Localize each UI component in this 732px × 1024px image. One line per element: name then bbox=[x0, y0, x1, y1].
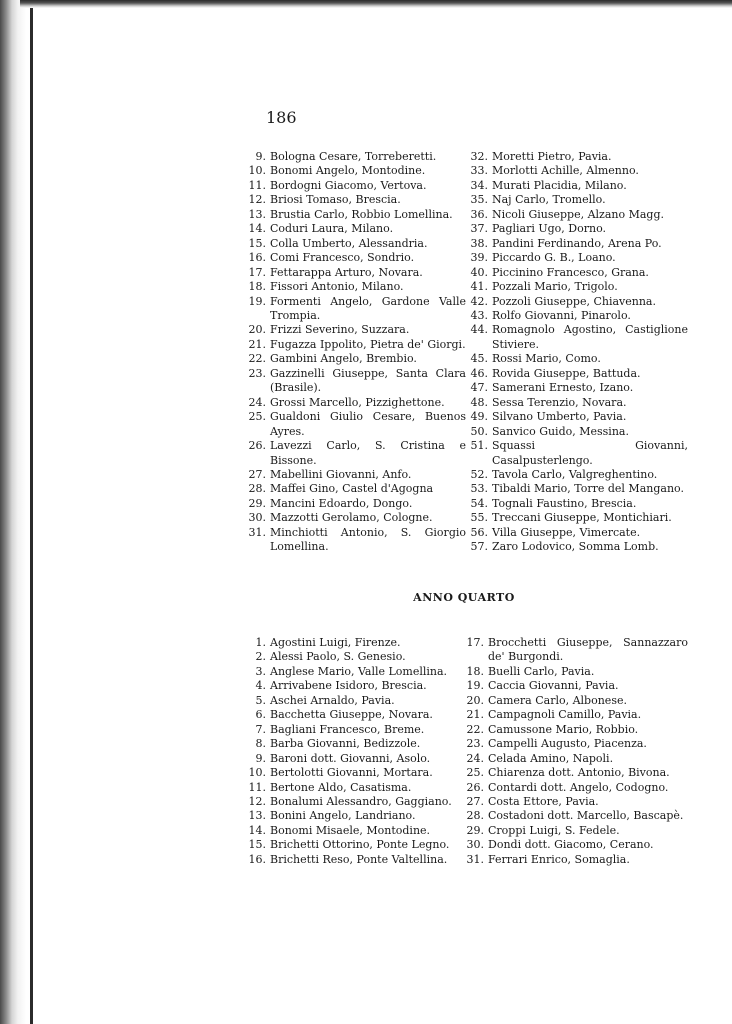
list-item bbox=[244, 237, 466, 251]
entry-number: 11. bbox=[248, 178, 266, 192]
list-item bbox=[244, 737, 466, 751]
entry-number: 53. bbox=[470, 482, 488, 496]
entry-name: Comi Francesco, Sondrio. bbox=[270, 251, 415, 265]
entry-number: 56. bbox=[470, 525, 488, 539]
list-item bbox=[466, 367, 688, 381]
entry-name: Formenti Angelo, Gardone Valle Trompia. bbox=[270, 294, 466, 322]
entry-number: 33. bbox=[470, 164, 488, 178]
list-item bbox=[244, 838, 466, 852]
entry-name: Frizzi Severino, Suzzara. bbox=[270, 323, 410, 337]
entry-number: 39. bbox=[470, 251, 488, 265]
list-item bbox=[244, 396, 466, 410]
entry-number: 7. bbox=[255, 722, 266, 736]
entry-number: 9. bbox=[255, 150, 266, 163]
list-item bbox=[466, 352, 688, 366]
list-item bbox=[466, 526, 688, 540]
entry-name: Alessi Paolo, S. Genesio. bbox=[270, 650, 406, 664]
list-item bbox=[462, 694, 688, 708]
list-item bbox=[466, 482, 688, 496]
entry-number: 16. bbox=[248, 852, 266, 866]
entry-name: Costa Ettore, Pavia. bbox=[488, 794, 599, 808]
entry-number: 31. bbox=[466, 852, 484, 866]
list-item bbox=[244, 280, 466, 294]
entry-name: Buelli Carlo, Pavia. bbox=[488, 664, 595, 678]
list-item bbox=[244, 468, 466, 482]
entry-number: 36. bbox=[470, 207, 488, 221]
entry-name: Piccardo G. B., Loano. bbox=[492, 251, 616, 265]
entry-number: 48. bbox=[470, 395, 488, 409]
entry-number: 5. bbox=[255, 693, 266, 707]
list-item bbox=[244, 164, 466, 178]
list-item bbox=[244, 694, 466, 708]
section-heading: ANNO QUARTO bbox=[413, 591, 515, 604]
list-item bbox=[466, 237, 688, 251]
list-item bbox=[462, 679, 688, 693]
entry-name: Caccia Giovanni, Pavia. bbox=[488, 679, 619, 693]
entry-name: Tognali Faustino, Brescia. bbox=[492, 496, 637, 510]
entry-number: 54. bbox=[470, 496, 488, 510]
entry-name: Villa Giuseppe, Vimercate. bbox=[492, 525, 641, 539]
list-item bbox=[244, 367, 466, 396]
list-item bbox=[466, 410, 688, 424]
list-item bbox=[462, 636, 688, 665]
list-item bbox=[244, 208, 466, 222]
list-item bbox=[244, 708, 466, 722]
list-item bbox=[466, 540, 688, 554]
entry-number: 26. bbox=[466, 780, 484, 794]
entry-name: Brustia Carlo, Robbio Lomellina. bbox=[270, 207, 453, 221]
list-item bbox=[244, 150, 466, 164]
list-item bbox=[244, 482, 466, 496]
entry-number: 19. bbox=[466, 679, 484, 693]
list-item bbox=[462, 781, 688, 795]
entry-name: Treccani Giuseppe, Montichiari. bbox=[492, 511, 672, 525]
entry-number: 13. bbox=[248, 207, 266, 221]
list-item bbox=[462, 752, 688, 766]
list-item bbox=[244, 809, 466, 823]
list-item bbox=[244, 511, 466, 525]
entry-name: Bacchetta Giuseppe, Novara. bbox=[270, 708, 433, 722]
entry-number: 24. bbox=[248, 395, 266, 409]
entry-number: 15. bbox=[248, 838, 266, 852]
entry-name: Gambini Angelo, Brembio. bbox=[270, 352, 417, 366]
entry-number: 28. bbox=[466, 809, 484, 823]
entry-number: 14. bbox=[248, 823, 266, 837]
entry-number: 30. bbox=[248, 511, 266, 525]
list-item bbox=[466, 164, 688, 178]
entry-number: 25. bbox=[466, 766, 484, 780]
list-item bbox=[244, 323, 466, 337]
list-right-column bbox=[466, 150, 688, 555]
entry-name: Mancini Edoardo, Dongo. bbox=[270, 496, 413, 510]
entry-name: Sanvico Guido, Messina. bbox=[492, 424, 629, 438]
entry-number: 55. bbox=[470, 511, 488, 525]
entry-number: 49. bbox=[470, 410, 488, 424]
entry-name: Samerani Ernesto, Izano. bbox=[492, 381, 634, 395]
list-item bbox=[244, 795, 466, 809]
entry-name: Nicoli Giuseppe, Alzano Magg. bbox=[492, 207, 665, 221]
book-binding-edge bbox=[0, 0, 26, 1024]
entry-name: Squassi Giovanni, Casalpusterlengo. bbox=[492, 439, 688, 467]
list-item bbox=[462, 665, 688, 679]
entry-number: 24. bbox=[466, 751, 484, 765]
entry-name: Bertone Aldo, Casatisma. bbox=[270, 780, 412, 794]
entry-name: Pozzoli Giuseppe, Chiavenna. bbox=[492, 294, 656, 308]
entry-name: Naj Carlo, Tromello. bbox=[492, 193, 606, 207]
list-item bbox=[466, 468, 688, 482]
entry-name: Dondi dott. Giacomo, Cerano. bbox=[488, 838, 654, 852]
list-item bbox=[466, 511, 688, 525]
page-top-edge bbox=[20, 0, 732, 8]
entry-name: Rossi Mario, Como. bbox=[492, 352, 601, 366]
entry-number: 44. bbox=[470, 323, 488, 337]
entry-name: Campagnoli Camillo, Pavia. bbox=[488, 708, 642, 722]
list-item bbox=[244, 824, 466, 838]
list-item bbox=[462, 766, 688, 780]
entry-name: Gazzinelli Giuseppe, Santa Clara (Brasile). bbox=[270, 366, 466, 395]
entry-number: 46. bbox=[470, 366, 488, 380]
entry-name: Moretti Pietro, Pavia. bbox=[492, 150, 612, 163]
entry-name: Contardi dott. Angelo, Codogno. bbox=[488, 780, 669, 794]
list-item bbox=[244, 338, 466, 352]
entry-name: Chiarenza dott. Antonio, Bivona. bbox=[488, 766, 670, 780]
entry-name: Bonini Angelo, Landriano. bbox=[270, 809, 416, 823]
entry-name: Rolfo Giovanni, Pinarolo. bbox=[492, 308, 631, 322]
list-item bbox=[244, 295, 466, 324]
entry-name: Tavola Carlo, Valgreghentino. bbox=[492, 467, 658, 481]
entry-number: 27. bbox=[466, 794, 484, 808]
entry-number: 3. bbox=[255, 664, 266, 678]
list-item bbox=[244, 266, 466, 280]
list-item bbox=[466, 179, 688, 193]
entry-name: Bagliani Francesco, Breme. bbox=[270, 722, 425, 736]
list-left-column bbox=[244, 150, 466, 555]
list-item bbox=[462, 737, 688, 751]
anno-quarto-left-column bbox=[244, 636, 466, 867]
entry-number: 15. bbox=[248, 236, 266, 250]
entry-name: Pagliari Ugo, Dorno. bbox=[492, 222, 607, 236]
entry-name: Morlotti Achille, Almenno. bbox=[492, 164, 639, 178]
list-item bbox=[244, 766, 466, 780]
entry-name: Coduri Laura, Milano. bbox=[270, 222, 394, 236]
entry-number: 22. bbox=[466, 722, 484, 736]
list-item bbox=[466, 381, 688, 395]
list-item bbox=[462, 853, 688, 867]
list-item bbox=[244, 222, 466, 236]
entry-name: Costadoni dott. Marcello, Bascapè. bbox=[488, 809, 684, 823]
entry-name: Croppi Luigi, S. Fedele. bbox=[488, 823, 620, 837]
entry-number: 51. bbox=[470, 439, 488, 453]
entry-name: Anglese Mario, Valle Lomellina. bbox=[270, 664, 448, 678]
list-item bbox=[244, 781, 466, 795]
list-item bbox=[466, 309, 688, 323]
entry-name: Mabellini Giovanni, Anfo. bbox=[270, 467, 412, 481]
entry-number: 31. bbox=[248, 525, 266, 539]
entry-number: 16. bbox=[248, 251, 266, 265]
list-item bbox=[244, 251, 466, 265]
entry-number: 32. bbox=[470, 150, 488, 163]
entry-number: 28. bbox=[248, 482, 266, 496]
entry-name: Brichetti Ottorino, Ponte Legno. bbox=[270, 838, 450, 852]
entry-name: Bordogni Giacomo, Vertova. bbox=[270, 178, 427, 192]
entry-number: 10. bbox=[248, 766, 266, 780]
entry-name: Lavezzi Carlo, S. Cristina e Bissone. bbox=[270, 439, 466, 467]
list-item bbox=[466, 222, 688, 236]
list-item bbox=[462, 723, 688, 737]
entry-name: Grossi Marcello, Pizzighettone. bbox=[270, 395, 445, 409]
entry-number: 41. bbox=[470, 280, 488, 294]
list-item bbox=[462, 809, 688, 823]
entry-number: 42. bbox=[470, 294, 488, 308]
entry-name: Bertolotti Giovanni, Mortara. bbox=[270, 766, 433, 780]
entry-name: Rovida Giuseppe, Battuda. bbox=[492, 366, 641, 380]
entry-number: 18. bbox=[248, 280, 266, 294]
entry-number: 37. bbox=[470, 222, 488, 236]
entry-name: Fugazza Ippolito, Pietra de' Giorgi. bbox=[270, 337, 466, 351]
entry-name: Brocchetti Giuseppe, Sannazzaro de' Burgondi. bbox=[488, 636, 688, 664]
entry-number: 8. bbox=[255, 737, 266, 751]
entry-number: 2. bbox=[255, 650, 266, 664]
entry-name: Tibaldi Mario, Torre del Mangano. bbox=[492, 482, 684, 496]
entry-number: 30. bbox=[466, 838, 484, 852]
entry-name: Pandini Ferdinando, Arena Po. bbox=[492, 236, 662, 250]
entry-number: 1. bbox=[255, 636, 266, 649]
list-item bbox=[244, 410, 466, 439]
entry-number: 4. bbox=[255, 679, 266, 693]
entry-number: 12. bbox=[248, 193, 266, 207]
entry-name: Fettarappa Arturo, Novara. bbox=[270, 265, 423, 279]
list-item bbox=[244, 853, 466, 867]
entry-name: Arrivabene Isidoro, Brescia. bbox=[270, 679, 427, 693]
entry-number: 29. bbox=[248, 496, 266, 510]
list-item bbox=[244, 439, 466, 468]
list-item bbox=[466, 193, 688, 207]
entry-name: Colla Umberto, Alessandria. bbox=[270, 236, 428, 250]
list-item bbox=[466, 208, 688, 222]
entry-number: 17. bbox=[466, 636, 484, 649]
list-item bbox=[466, 150, 688, 164]
entry-number: 38. bbox=[470, 236, 488, 250]
entry-name: Baroni dott. Giovanni, Asolo. bbox=[270, 751, 431, 765]
entry-number: 14. bbox=[248, 222, 266, 236]
entry-number: 23. bbox=[466, 737, 484, 751]
binding-shadow-line bbox=[30, 0, 33, 1024]
list-item bbox=[244, 752, 466, 766]
anno-quarto-right-column bbox=[462, 636, 688, 867]
entry-number: 34. bbox=[470, 178, 488, 192]
entry-name: Bonomi Misaele, Montodine. bbox=[270, 823, 431, 837]
list-item bbox=[462, 838, 688, 852]
entry-name: Barba Giovanni, Bedizzole. bbox=[270, 737, 421, 751]
entry-number: 11. bbox=[248, 780, 266, 794]
entry-number: 22. bbox=[248, 352, 266, 366]
entry-name: Bonomi Angelo, Montodine. bbox=[270, 164, 426, 178]
entry-number: 19. bbox=[248, 294, 266, 308]
entry-name: Piccinino Francesco, Grana. bbox=[492, 265, 649, 279]
entry-name: Fissori Antonio, Milano. bbox=[270, 280, 404, 294]
entry-number: 52. bbox=[470, 467, 488, 481]
entry-number: 47. bbox=[470, 381, 488, 395]
list-item bbox=[462, 795, 688, 809]
entry-number: 50. bbox=[470, 424, 488, 438]
entry-name: Briosi Tomaso, Brescia. bbox=[270, 193, 401, 207]
entry-name: Romagnolo Agostino, Castiglione Stiviere. bbox=[492, 323, 688, 351]
list-item bbox=[466, 439, 688, 468]
entry-number: 29. bbox=[466, 823, 484, 837]
list-item bbox=[466, 251, 688, 265]
list-item bbox=[462, 824, 688, 838]
entry-number: 6. bbox=[255, 708, 266, 722]
entry-number: 20. bbox=[466, 693, 484, 707]
list-item bbox=[244, 497, 466, 511]
entry-name: Camera Carlo, Albonese. bbox=[488, 693, 627, 707]
entry-number: 21. bbox=[248, 337, 266, 351]
entry-name: Minchiotti Antonio, S. Giorgio Lomellina. bbox=[270, 525, 466, 554]
entry-number: 40. bbox=[470, 265, 488, 279]
list-item bbox=[244, 650, 466, 664]
entry-name: Silvano Umberto, Pavia. bbox=[492, 410, 627, 424]
list-item bbox=[244, 193, 466, 207]
entry-number: 9. bbox=[255, 751, 266, 765]
entry-name: Sessa Terenzio, Novara. bbox=[492, 395, 627, 409]
entry-number: 17. bbox=[248, 265, 266, 279]
entry-number: 35. bbox=[470, 193, 488, 207]
entry-number: 13. bbox=[248, 809, 266, 823]
entry-number: 27. bbox=[248, 467, 266, 481]
entry-number: 43. bbox=[470, 308, 488, 322]
entry-number: 12. bbox=[248, 794, 266, 808]
list-item bbox=[244, 636, 466, 650]
list-item bbox=[466, 295, 688, 309]
list-item bbox=[466, 425, 688, 439]
entry-name: Aschei Arnaldo, Pavia. bbox=[270, 693, 395, 707]
entry-number: 25. bbox=[248, 410, 266, 424]
entry-name: Bologna Cesare, Torreberetti. bbox=[270, 150, 437, 163]
list-item bbox=[244, 679, 466, 693]
list-item bbox=[466, 323, 688, 352]
entry-number: 23. bbox=[248, 366, 266, 380]
list-item bbox=[462, 708, 688, 722]
entry-number: 57. bbox=[470, 540, 488, 554]
entry-name: Campelli Augusto, Piacenza. bbox=[488, 737, 647, 751]
entry-number: 20. bbox=[248, 323, 266, 337]
list-item bbox=[466, 280, 688, 294]
list-item bbox=[244, 179, 466, 193]
entry-number: 21. bbox=[466, 708, 484, 722]
entry-name: Celada Amino, Napoli. bbox=[488, 751, 614, 765]
entry-name: Camussone Mario, Robbio. bbox=[488, 722, 639, 736]
entry-number: 18. bbox=[466, 664, 484, 678]
entry-name: Brichetti Reso, Ponte Valtellina. bbox=[270, 852, 448, 866]
list-item bbox=[244, 352, 466, 366]
entry-name: Pozzali Mario, Trigolo. bbox=[492, 280, 618, 294]
list-item bbox=[466, 396, 688, 410]
entry-name: Agostini Luigi, Firenze. bbox=[270, 636, 401, 649]
entry-name: Mazzotti Gerolamo, Cologne. bbox=[270, 511, 433, 525]
entry-number: 26. bbox=[248, 439, 266, 453]
entry-name: Bonalumi Alessandro, Gaggiano. bbox=[270, 794, 452, 808]
list-item bbox=[244, 526, 466, 555]
page-number: 186 bbox=[266, 108, 297, 127]
entry-number: 45. bbox=[470, 352, 488, 366]
list-item bbox=[244, 723, 466, 737]
list-item bbox=[466, 497, 688, 511]
entry-number: 10. bbox=[248, 164, 266, 178]
entry-name: Maffei Gino, Castel d'Agogna bbox=[270, 482, 434, 496]
entry-name: Ferrari Enrico, Somaglia. bbox=[488, 852, 630, 866]
entry-name: Zaro Lodovico, Somma Lomb. bbox=[492, 540, 659, 554]
entry-name: Gualdoni Giulio Cesare, Buenos Ayres. bbox=[270, 410, 466, 438]
entry-name: Murati Placidia, Milano. bbox=[492, 178, 627, 192]
list-item bbox=[466, 266, 688, 280]
list-item bbox=[244, 665, 466, 679]
